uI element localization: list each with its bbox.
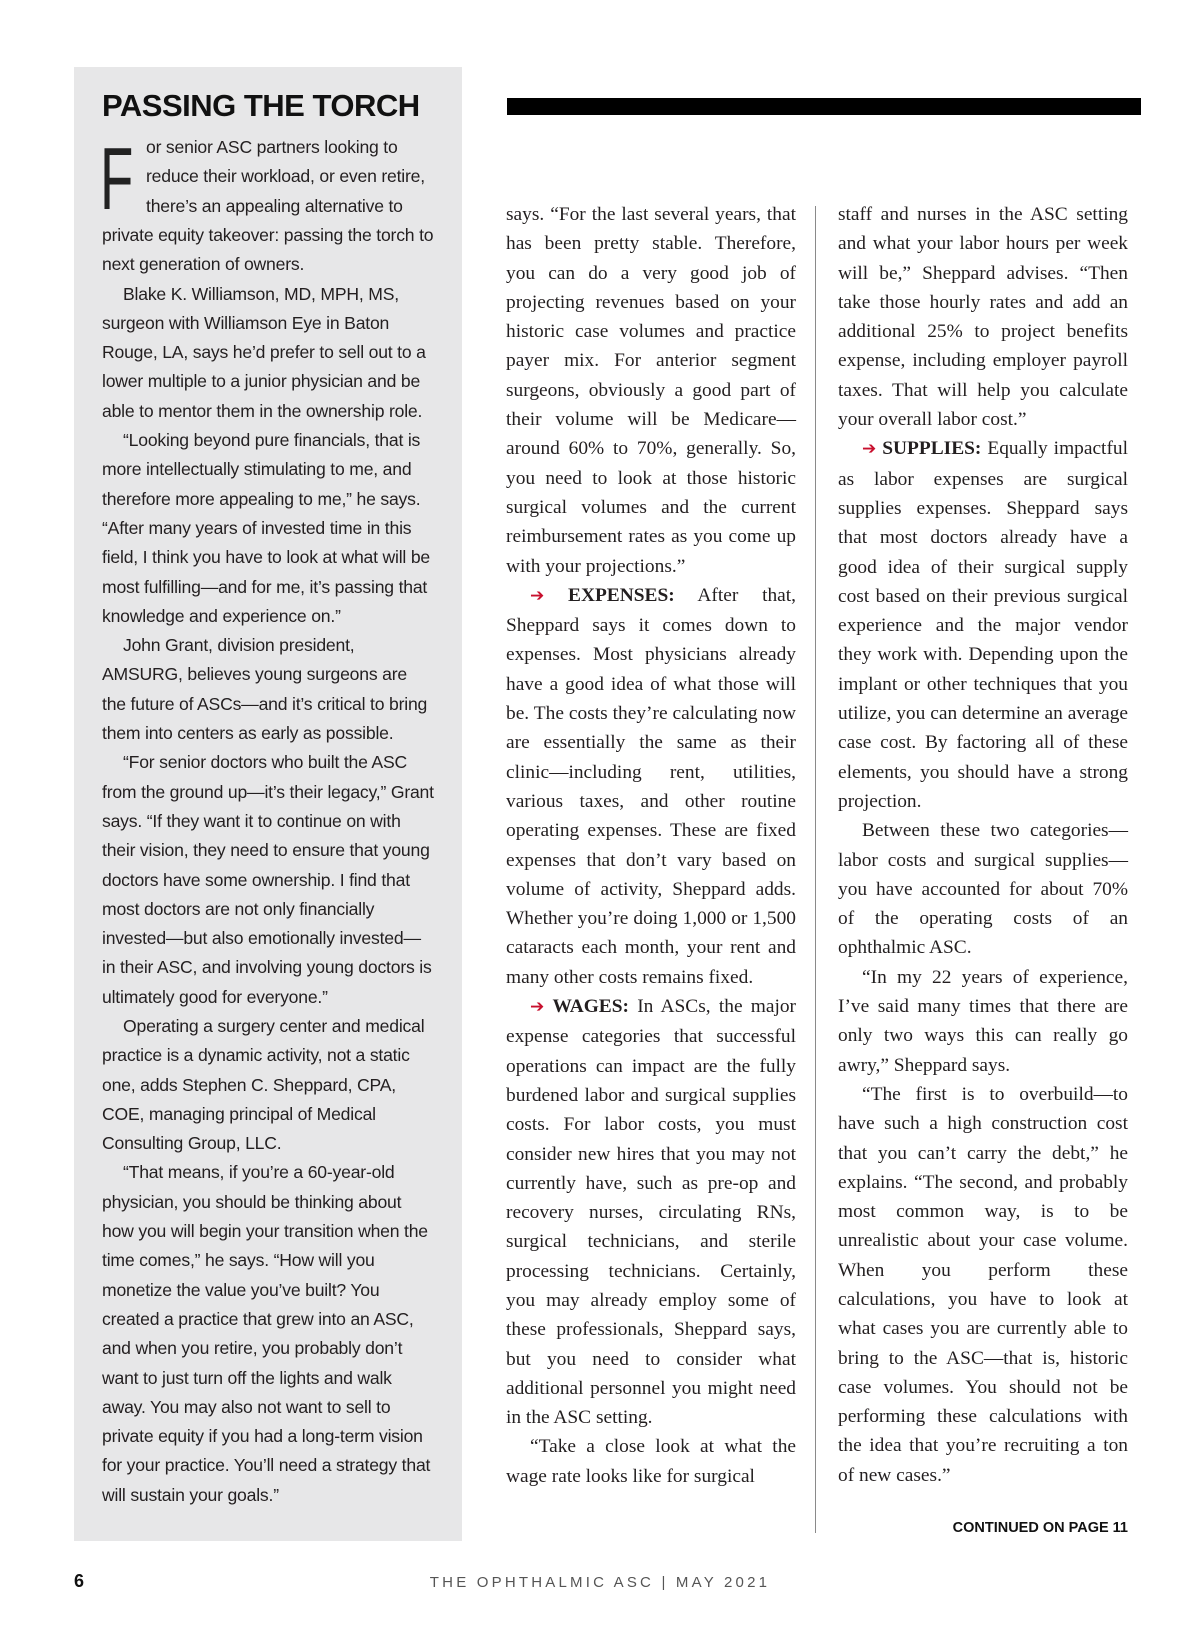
- page-number: 6: [74, 1571, 85, 1591]
- article-column-1: [506, 200, 796, 1491]
- sidebar-body: [100, 129, 434, 1510]
- sidebar-passing-the-torch: [74, 67, 462, 1541]
- subhead-expenses: EXPENSES:: [568, 584, 675, 606]
- sidebar-paragraph: Blake K. Williamson, MD, MPH, MS, surgeon with Williamson Eye in Baton Rouge, LA, says he’d prefer to sell out to a lower multiple to a junior physician and be able to mentor them in the ownership role.: [102, 283, 426, 421]
- sidebar-paragraph: [100, 129, 434, 279]
- continued-on-page-link[interactable]: CONTINUED ON PAGE 11: [952, 1520, 1128, 1536]
- arrow-right-icon: ➔: [530, 585, 545, 606]
- publication-footer: THE OPHTHALMIC ASC | MAY 2021: [429, 1574, 771, 1591]
- arrow-right-icon: ➔: [530, 997, 545, 1018]
- sidebar-paragraph: “Looking beyond pure financials, that is more intellectually stimulating to me, and therefore more appealing to me,” he says. “After many years of invested time in this field, I think you have to look at what will be most fulfilling—and for me, it’s passing that knowledge and experience on.”: [102, 430, 430, 626]
- article-paragraph-text: Equally impactful as labor expenses are surgical supplies expenses. Sheppard says that most doctors already have a good idea of their surgical supply cost based on their previous surgical experience and the major vendor they work with. Depending upon the implant or other techniques that you utilize, you can determine an average case cost. By factoring all of these elements, you should have a strong projection.: [838, 438, 1128, 812]
- article-paragraph-expenses: [506, 581, 796, 992]
- section-header-bar: [507, 98, 1141, 115]
- article-paragraph-wages: [506, 992, 796, 1432]
- sidebar-paragraph-text: or senior ASC partners looking to reduce their workload, or even retire, there’s an appealing alternative to private equity takeover: passing the torch to next generation of owners.: [102, 137, 434, 275]
- article-column-2: [838, 200, 1128, 1490]
- sidebar-paragraph: “That means, if you’re a 60-year-old physician, you should be thinking about how you will begin your transition when the time comes,” he says. “How will you monetize the value you’ve built? You created a practice that grew into an ASC, and when you retire, you probably don’t want to just turn off the lights and walk away. You may also not want to sell to private equity if you had a long-term vision for your practice. You’ll need a strategy that will sustain your goals.”: [102, 1162, 431, 1505]
- article-paragraph: “Take a close look at what the wage rate looks like for surgical: [506, 1436, 796, 1487]
- subhead-supplies: SUPPLIES:: [882, 438, 982, 460]
- article-paragraph: Between these two categories—labor costs and surgical supplies—you have accounted for about 70% of the operating costs of an ophthalmic ASC.: [838, 820, 1128, 959]
- sidebar-title: PASSING THE TORCH: [102, 88, 420, 123]
- column-divider: [815, 206, 816, 1533]
- article-paragraph-supplies: [838, 434, 1128, 816]
- article-paragraph: “The first is to overbuild—to have such a high construction cost that you can’t carry the debt,” he explains. “The second, and probably most common way, is to be unrealistic about your case volume. When you perform these calculations, you have to look at what cases you are currently able to bring to the ASC—that is, historic case volumes. You should not be performing these calculations with the idea that you’re recruiting a ton of new cases.”: [838, 1083, 1128, 1486]
- arrow-right-icon: ➔: [862, 439, 877, 460]
- drop-cap: F: [100, 129, 134, 229]
- sidebar-paragraph: Operating a surgery center and medical practice is a dynamic activity, not a static one, adds Stephen C. Sheppard, CPA, COE, managing principal of Medical Consulting Group, LLC.: [102, 1016, 425, 1154]
- article-paragraph: staff and nurses in the ASC setting and what your labor hours per week will be,” Sheppard advises. “Then take those hourly rates and add an additional 25% to project benefits expense, including employer payroll taxes. That will help you calculate your overall labor cost.”: [838, 204, 1128, 431]
- sidebar-paragraph: “For senior doctors who built the ASC from the ground up—it’s their legacy,” Grant says. “If they want it to continue on with their vision, they need to ensure that young doctors have some ownership. I find that most doctors are not only financially invested—but also emotionally invested—in their ASC, and involving young doctors is ultimately good for everyone.”: [102, 752, 434, 1007]
- article-paragraph: “In my 22 years of experience, I’ve said many times that there are only two ways this can really go awry,” Sheppard says.: [838, 966, 1128, 1076]
- sidebar-paragraph: John Grant, division president, AMSURG, believes young surgeons are the future of ASCs—and it’s critical to bring them into centers as early as possible.: [102, 635, 428, 744]
- article-paragraph-text: After that, Sheppard says it comes down to expenses. Most physicians already have a good idea of what those will be. The costs they’re calculating now are essentially the same as their clinic—including rent, utilities, various taxes, and other routine operating expenses. These are fixed expenses that don’t vary based on volume of activity, Sheppard adds. Whether you’re doing 1,000 or 1,500 cataracts each month, your rent and many other costs remains fixed.: [506, 584, 796, 988]
- article-paragraph-text: In ASCs, the major expense categories that successful operations can impact are the fully burdened labor and surgical supplies costs. For labor costs, you must consider new hires that you may not currently have, such as pre-op and recovery nurses, circulating RNs, surgical technicians, and sterile processing technicians. Certainly, you may already employ some of these professionals, Sheppard says, but you need to consider what additional personnel you might need in the ASC setting.: [506, 996, 796, 1429]
- article-paragraph: says. “For the last several years, that has been pretty stable. Therefore, you can do a very good job of projecting revenues based on your historic case volumes and practice payer mix. For anterior segment surgeons, obviously a good part of their volume will be Medicare—around 60% to 70%, generally. So, you need to look at those historic surgical volumes and the current reimbursement rates as you come up with your projections.”: [506, 204, 796, 577]
- subhead-wages: WAGES:: [552, 996, 629, 1018]
